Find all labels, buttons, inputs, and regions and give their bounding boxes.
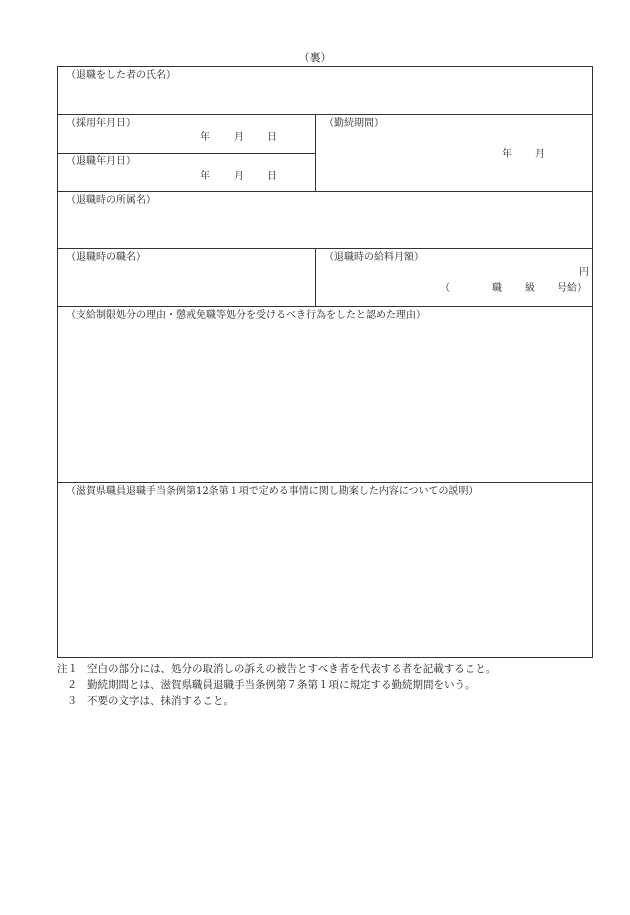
hire-date-label: （採用年月日）	[66, 118, 136, 129]
note-item	[57, 661, 597, 677]
explanation-label: （滋賀県職員退職手当条例第12条第１項で定める事情に関し勘案した内容についての説明）	[66, 486, 479, 497]
notes	[57, 661, 597, 709]
name-field[interactable]	[58, 83, 592, 113]
salary-grade-open-paren: （	[440, 283, 450, 294]
name-label: （退職をした者の氏名）	[66, 70, 176, 81]
hire-date-year-unit: 年	[200, 132, 210, 143]
note-number: ３	[66, 695, 78, 707]
note-text: 不要の文字は、抹消すること。	[87, 695, 234, 707]
row-divider-name	[58, 114, 592, 115]
department-label: （退職時の所属名）	[66, 195, 156, 206]
salary-grade-gokyu: 号給）	[557, 283, 587, 294]
retire-date-label: （退職年月日）	[66, 156, 136, 167]
row-divider-department	[58, 248, 592, 249]
note-text: 空白の部分には、処分の取消しの訴えの被告とすべき者を代表する者を記載すること。	[87, 663, 497, 675]
note-number: 注１	[57, 663, 78, 675]
row-divider-reason	[58, 482, 592, 483]
note-item	[57, 693, 597, 709]
service-period-month-unit: 月	[535, 149, 545, 160]
retirement-allowance-form	[57, 66, 593, 658]
note-item	[57, 677, 597, 693]
col-divider-dates	[315, 114, 316, 191]
retire-date-day-unit: 日	[267, 171, 277, 182]
note-number: ２	[66, 679, 78, 691]
service-period-year-unit: 年	[502, 149, 512, 160]
reason-label: （支給制限処分の理由・懲戒免職等処分を受けるべき行為をしたと認めた理由）	[66, 310, 426, 321]
salary-yen-unit: 円	[579, 267, 589, 278]
row-divider-dates	[58, 191, 592, 192]
hire-date-day-unit: 日	[267, 132, 277, 143]
retire-date-month-unit: 月	[234, 171, 244, 182]
salary-label: （退職時の給料月額）	[324, 252, 424, 263]
service-period-label: （勤続期間）	[324, 118, 384, 129]
row-divider-dates-mid	[58, 153, 315, 154]
row-divider-position	[58, 306, 592, 307]
position-label: （退職時の職名）	[66, 252, 146, 263]
salary-grade-shoku: 職	[492, 283, 502, 294]
salary-grade-kyu: 級	[525, 283, 535, 294]
retire-date-year-unit: 年	[200, 171, 210, 182]
page-title: （裏）	[298, 51, 332, 64]
col-divider-position	[315, 248, 316, 306]
hire-date-month-unit: 月	[234, 132, 244, 143]
note-text: 勤続期間とは、滋賀県職員退職手当条例第７条第１項に規定する勤続期間をいう。	[87, 679, 476, 691]
